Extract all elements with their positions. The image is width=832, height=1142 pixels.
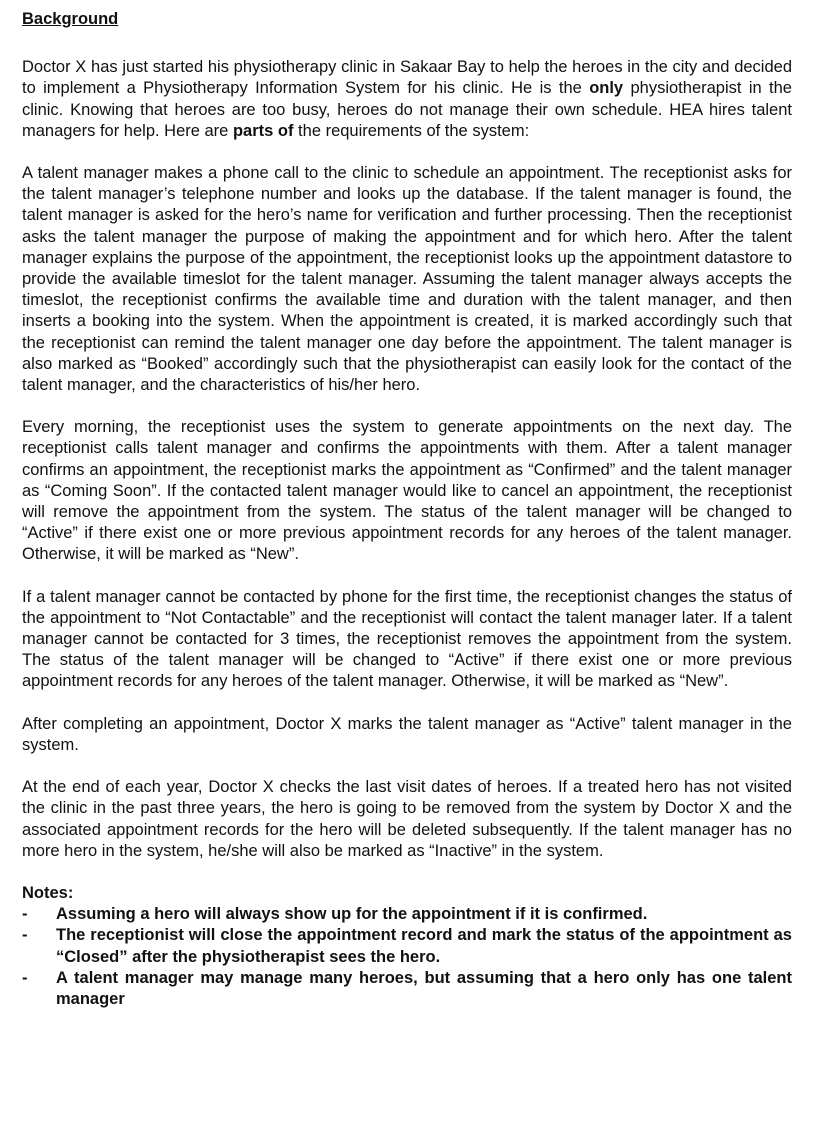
document-page	[22, 9, 792, 1010]
notes-list-item	[22, 904, 792, 925]
note-text: Assuming a hero will always show up for the appointment if it is confirmed.	[56, 905, 648, 924]
paragraph-morning-confirmation	[22, 417, 792, 565]
scheduling-text: A talent manager makes a phone call to the clinic to schedule an appointment. The receptionist asks for the talent manager’s telephone number and looks up the database. If the talent manager is found, the talent manager is asked for the hero’s name for verification and further processing. Then the receptionist asks the talent manager the purpose of making the appointment and for which hero. After the talent manager explains the purpose of the appointment, the receptionist looks up the appointment datastore to provide the available timeslot for the talent manager. Assuming the talent manager always accepts the timeslot, the receptionist confirms the available time and duration with the talent manager, and then inserts a booking into the system. When the appointment is created, it is marked accordingly such that the receptionist can remind the talent manager one day before the appointment. The talent manager is also marked as “Booked” accordingly such that the physiotherapist can easily look for the contact of the talent manager, and the characteristics of his/her hero.	[22, 164, 792, 395]
intro-text-1: Doctor X has just started his physiotherapy clinic in Sakaar Bay to help the heroes in the city and decided to implement a Physiotherapy Information System for his clinic. He is the	[22, 58, 792, 98]
year-end-text: At the end of each year, Doctor X checks the last visit dates of heroes. If a treated hero has not visited the clinic in the past three years, the hero is going to be removed from the system by Doctor X and the associated appointment records for the hero will be deleted subsequently. If the talent manager has no more hero in the system, he/she will also be marked as “Inactive” in the system.	[22, 778, 792, 860]
bullet-dash: -	[22, 926, 28, 945]
intro-bold-parts-of: parts of	[232, 121, 294, 140]
note-text: The receptionist will close the appointment record and mark the status of the appointment as “Closed” after the physiotherapist sees the hero.	[56, 926, 792, 966]
notes-list	[22, 904, 792, 1010]
paragraph-after-completion	[22, 714, 792, 756]
paragraph-intro	[22, 57, 792, 142]
notes-list-item	[22, 925, 792, 967]
notes-title: Notes:	[22, 883, 74, 902]
background-heading: Background	[22, 10, 119, 28]
body-paragraphs	[22, 57, 792, 862]
intro-text-3: the requirements of the system:	[293, 121, 530, 140]
bullet-dash: -	[22, 968, 28, 987]
intro-text-2: physiotherapist in the clinic. Knowing that heroes are too busy, heroes do not manage their own schedule. HEA hires talent managers for help. Here are	[22, 79, 792, 140]
paragraph-not-contactable	[22, 587, 792, 693]
not-contactable-text: If a talent manager cannot be contacted by phone for the first time, the receptionist changes the status of the appointment to “Not Contactable” and the receptionist will contact the talent manager later. If a talent manager cannot be contacted for 3 times, the receptionist removes the appointment from the system. The status of the talent manager will be changed to “Active” if there exist one or more previous appointment records for any heroes of the talent manager. Otherwise, it will be marked as “New”.	[22, 587, 792, 691]
paragraph-year-end	[22, 777, 792, 862]
intro-bold-only: only	[589, 79, 624, 98]
after-completion-text: After completing an appointment, Doctor X marks the talent manager as “Active” talent manager in the system.	[22, 714, 792, 754]
morning-confirmation-text: Every morning, the receptionist uses the system to generate appointments on the next day. The receptionist calls talent manager and confirms the appointments with them. After a talent manager confirms an appointment, the receptionist marks the appointment as “Confirmed” and the talent manager as “Coming Soon”. If the contacted talent manager would like to cancel an appointment, the receptionist will remove the appointment from the system. The status of the talent manager will be changed to “Active” if there exist one or more previous appointment records for any heroes of the talent manager. Otherwise, it will be marked as “New”.	[22, 418, 792, 564]
bullet-dash: -	[22, 905, 28, 924]
notes-list-item	[22, 968, 792, 1010]
notes-section	[22, 883, 792, 1010]
paragraph-scheduling	[22, 163, 792, 396]
note-text: A talent manager may manage many heroes, but assuming that a hero only has one talent manager	[56, 968, 792, 1008]
